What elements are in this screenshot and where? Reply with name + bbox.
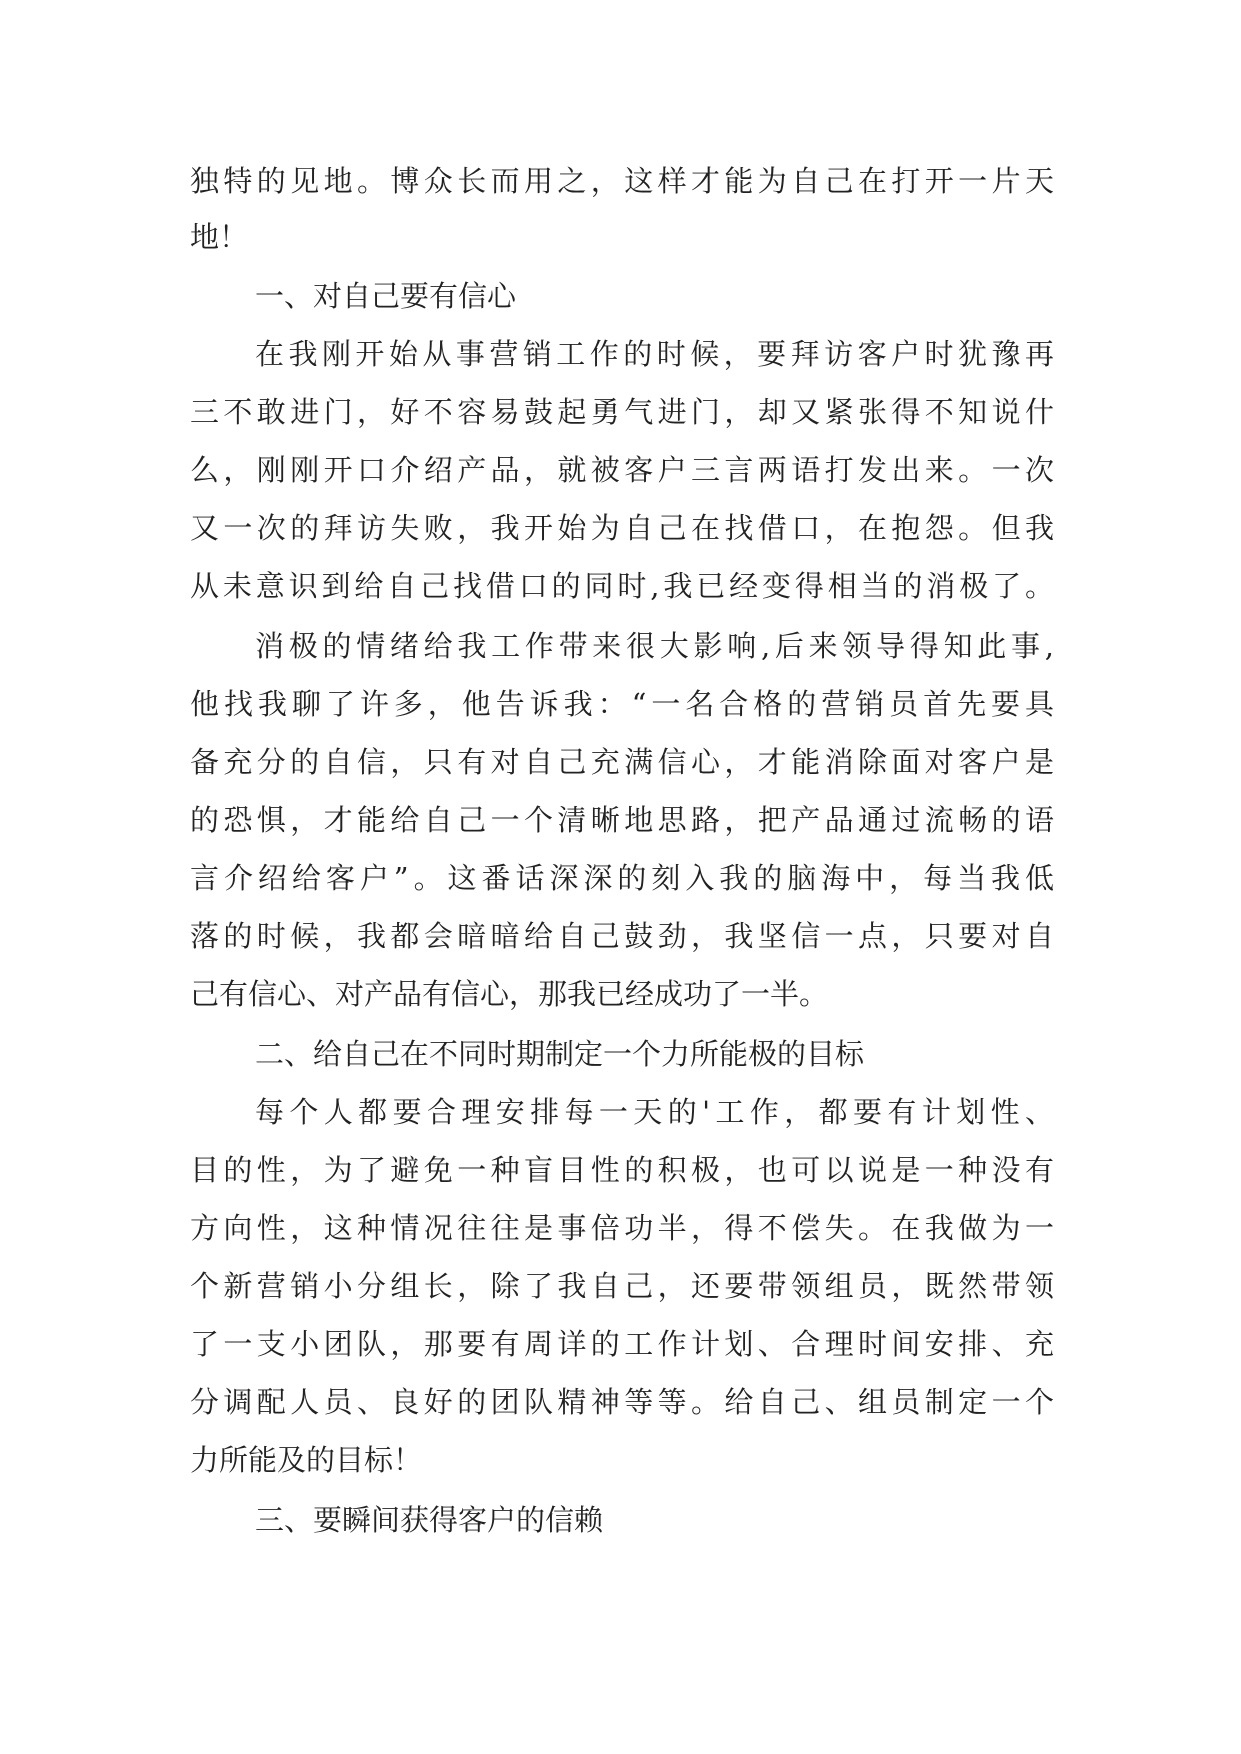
paragraph-line: 在我刚开始从事营销工作的时候，要拜访客户时犹豫再 <box>255 337 1054 371</box>
paragraph-line: 独特的见地。博众长而用之，这样才能为自己在打开一片天 <box>190 164 1054 198</box>
paragraph-line: 己有信心、对产品有信心，那我已经成功了一半。 <box>190 977 829 1011</box>
paragraph-line: 力所能及的目标！ <box>190 1443 423 1477</box>
section-heading: 二、给自己在不同时期制定一个力所能极的目标 <box>255 1037 865 1071</box>
paragraph-line: 从未意识到给自己找借口的同时,我已经变得相当的消极了。 <box>190 569 1054 603</box>
paragraph-line: 分调配人员、良好的团队精神等等。给自己、组员制定一个 <box>190 1385 1054 1419</box>
paragraph-line: 的恐惧，才能给自己一个清晰地思路，把产品通过流畅的语 <box>190 803 1054 837</box>
paragraph-line: 他找我聊了许多，他告诉我：“一名合格的营销员首先要具 <box>190 687 1054 721</box>
paragraph-line: 目的性，为了避免一种盲目性的积极，也可以说是一种没有 <box>190 1153 1054 1187</box>
paragraph-line: 每个人都要合理安排每一天的'工作，都要有计划性、 <box>255 1095 1054 1129</box>
paragraph-line: 又一次的拜访失败，我开始为自己在找借口，在抱怨。但我 <box>190 511 1054 545</box>
paragraph-line: 消极的情绪给我工作带来很大影响,后来领导得知此事, <box>255 629 1054 663</box>
paragraph-line: 了一支小团队，那要有周详的工作计划、合理时间安排、充 <box>190 1327 1054 1361</box>
paragraph-line: 落的时候，我都会暗暗给自己鼓劲，我坚信一点，只要对自 <box>190 919 1054 953</box>
paragraph-line: 备充分的自信，只有对自己充满信心，才能消除面对客户是 <box>190 745 1054 779</box>
section-heading: 三、要瞬间获得客户的信赖 <box>255 1503 604 1537</box>
paragraph-line: 方向性，这种情况往往是事倍功半，得不偿失。在我做为一 <box>190 1211 1054 1245</box>
paragraph-line: 么，刚刚开口介绍产品，就被客户三言两语打发出来。一次 <box>190 453 1054 487</box>
paragraph-line: 个新营销小分组长，除了我自己，还要带领组员，既然带领 <box>190 1269 1054 1303</box>
paragraph-line: 地！ <box>190 220 249 254</box>
paragraph-line: 言介绍给客户”。这番话深深的刻入我的脑海中，每当我低 <box>190 861 1054 895</box>
paragraph-line: 三不敢进门，好不容易鼓起勇气进门，却又紧张得不知说什 <box>190 395 1054 429</box>
section-heading: 一、对自己要有信心 <box>255 279 517 313</box>
